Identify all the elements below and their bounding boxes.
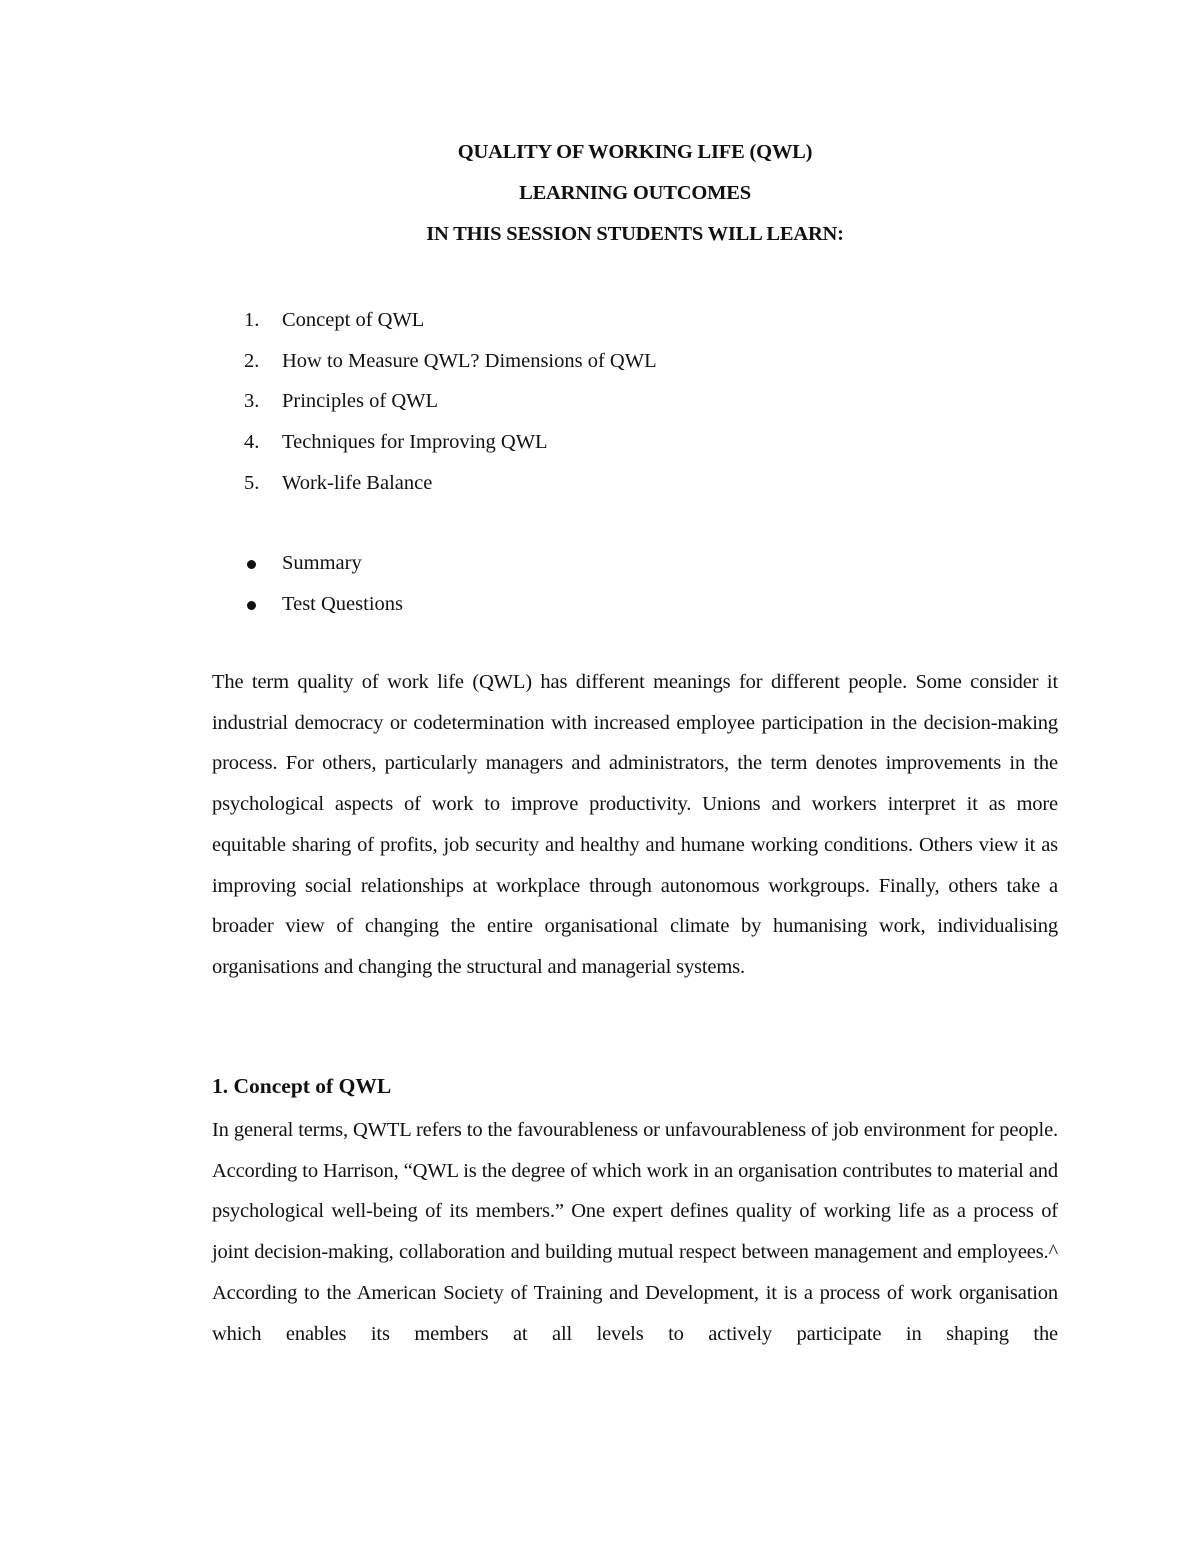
list-item-text: Techniques for Improving QWL <box>282 431 548 454</box>
list-number: 1. <box>244 309 260 331</box>
bullet-icon <box>247 560 256 569</box>
list-item <box>244 471 657 512</box>
bullet-icon <box>247 601 256 610</box>
list-item-text: Concept of QWL <box>282 309 425 331</box>
list-item-text: Summary <box>282 552 362 574</box>
list-number: 5. <box>244 471 260 494</box>
list-item <box>244 389 657 430</box>
list-item-text: Work-life Balance <box>282 471 433 494</box>
list-item-text: How to Measure QWL? Dimensions of QWL <box>282 349 657 372</box>
list-item <box>244 551 403 592</box>
heading-block <box>0 142 1200 265</box>
list-number: 3. <box>244 390 260 413</box>
list-item <box>244 308 657 349</box>
section-heading-concept: 1. Concept of QWL <box>212 1074 392 1098</box>
learning-outcomes-heading: LEARNING OUTCOMES <box>519 182 751 204</box>
intro-paragraph: The term quality of work life (QWL) has different meanings for different people. Some consider it industrial democracy or codetermination with increased employee participation in the decision-making process. For others, particularly managers and administrators, the term denotes improvements in the psychological aspects of work to improve productivity. Unions and workers interpret it as more equitable sharing of profits, job security and healthy and humane working conditions. Others view it as improving social relationships at workplace through autonomous workgroups. Finally, others take a broader view of changing the entire organisational climate by humanising work, individualising organisations and changing the structural and managerial systems. <box>212 671 1058 978</box>
extras-list <box>244 551 403 632</box>
list-number: 4. <box>244 431 260 454</box>
list-number: 2. <box>244 349 260 372</box>
outcomes-list <box>244 308 657 511</box>
document-title: QUALITY OF WORKING LIFE (QWL) <box>457 141 813 163</box>
list-item <box>244 592 403 633</box>
list-item-text: Test Questions <box>282 592 403 615</box>
list-item <box>244 349 657 390</box>
list-item <box>244 430 657 471</box>
list-item-text: Principles of QWL <box>282 390 438 413</box>
concept-paragraph: In general terms, QWTL refers to the favourableness or unfavourableness of job environment for people. According to Harrison, “QWL is the degree of which work in an organisation contributes to material and psychological well-being of its members.” One expert defines quality of working life as a process of joint decision-making, collaboration and building mutual respect between management and employees.^ According to the American Society of Training and Development, it is a process of work organisation which enables its members at all levels to actively participate in shaping the <box>212 1119 1058 1345</box>
session-intro-heading: IN THIS SESSION STUDENTS WILL LEARN: <box>426 223 844 245</box>
